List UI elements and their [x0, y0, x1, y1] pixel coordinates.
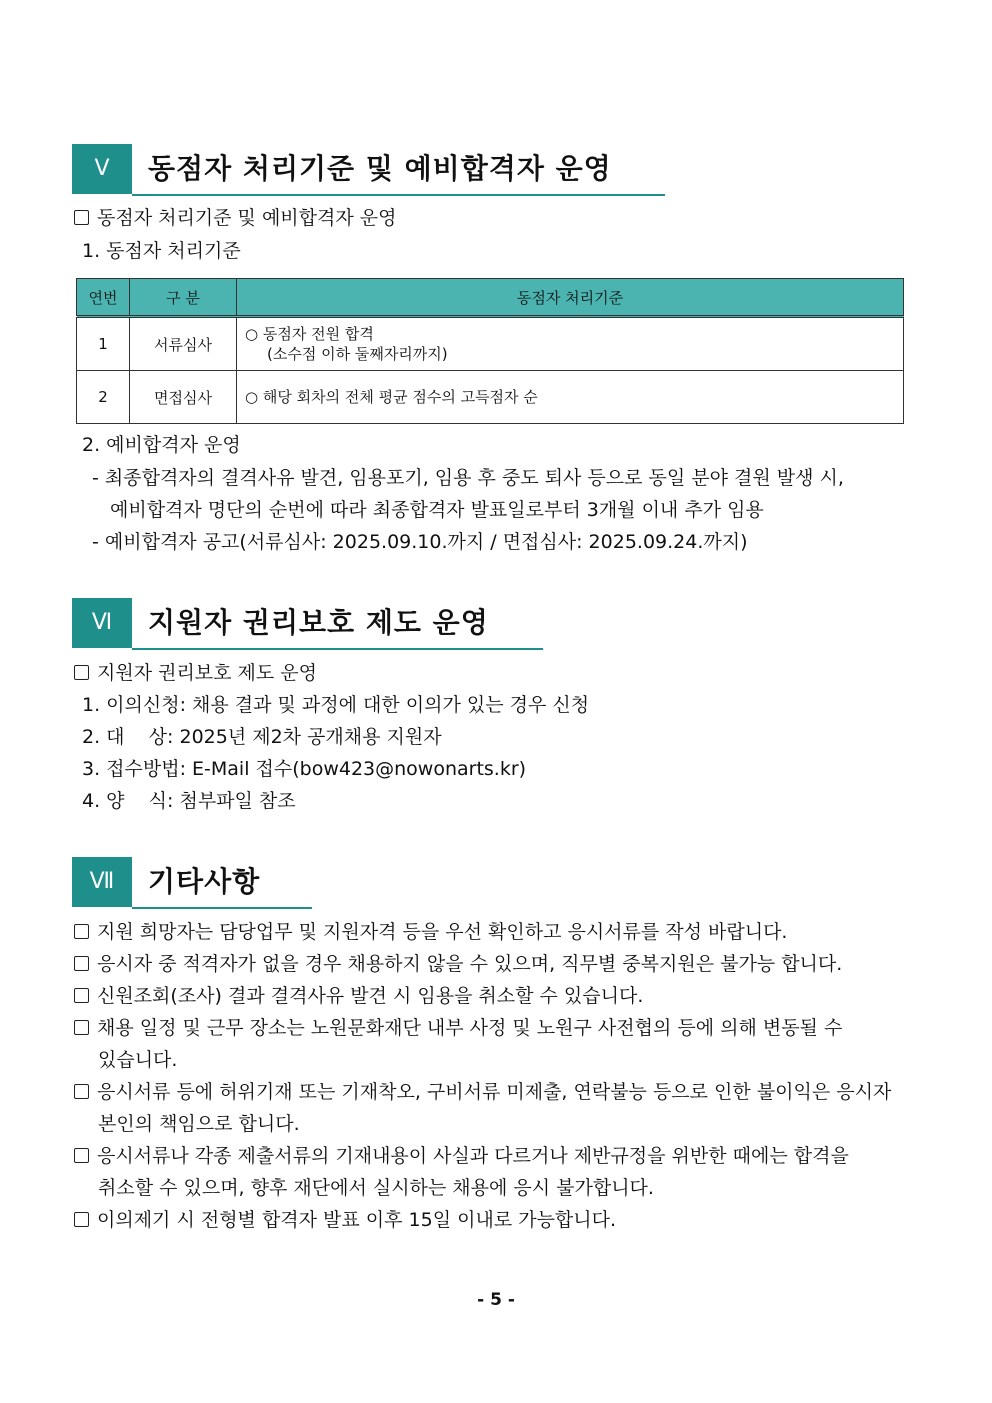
row-criteria-line2: (소수점 이하 둘째자리까지)	[267, 345, 448, 363]
table-row	[77, 371, 904, 424]
section-6-title: 지원자 권리보호 제도 운영	[148, 606, 489, 639]
checkbox-square-icon	[74, 1020, 89, 1035]
section-5-bullet: 동점자 처리기준 및 예비합격자 운영	[74, 205, 396, 231]
checkbox-square-icon	[74, 1212, 89, 1227]
checkbox-square-icon	[74, 1148, 89, 1163]
row-criteria	[237, 371, 904, 424]
section-5-title: 동점자 처리기준 및 예비합격자 운영	[148, 152, 612, 185]
section-5-number: Ⅴ	[72, 144, 132, 194]
notice-item-cont: 있습니다.	[98, 1049, 178, 1071]
header-criteria: 동점자 처리기준	[237, 279, 904, 317]
row-no: 1	[77, 317, 130, 371]
row-criteria	[237, 317, 904, 371]
header-type: 구 분	[130, 279, 237, 317]
section-5-detail-1a: - 최종합격자의 결격사유 발견, 임용포기, 임용 후 중도 퇴사 등으로 동일 분야 결원 발생 시,	[92, 467, 844, 489]
checkbox-square-icon	[74, 665, 89, 680]
section-6-item: 3. 접수방법: E-Mail 접수(bow423@nowonarts.kr)	[82, 758, 527, 780]
checkbox-square-icon	[74, 924, 89, 939]
section-6-underline	[132, 648, 543, 650]
section-6-item: 4. 양 식: 첨부파일 참조	[82, 790, 296, 812]
checkbox-square-icon	[74, 210, 89, 225]
section-6-bullet: 지원자 권리보호 제도 운영	[74, 660, 317, 686]
notice-item: 신원조회(조사) 결과 결격사유 발견 시 임용을 취소할 수 있습니다.	[74, 983, 643, 1009]
notice-item: 채용 일정 및 근무 장소는 노원문화재단 내부 사정 및 노원구 사전협의 등에 의해 변동될 수	[74, 1015, 842, 1041]
checkbox-square-icon	[74, 956, 89, 971]
notice-item-cont: 취소할 수 있으며, 향후 재단에서 실시하는 채용에 응시 불가합니다.	[98, 1177, 654, 1199]
notice-item: 응시서류나 각종 제출서류의 기재내용이 사실과 다르거나 제반규정을 위반한 때에는 합격을	[74, 1143, 849, 1169]
checkbox-square-icon	[74, 988, 89, 1003]
section-5-sub1: 1. 동점자 처리기준	[82, 240, 241, 262]
section-5-underline	[132, 194, 665, 196]
section-6-number: Ⅵ	[72, 598, 132, 648]
section-5-detail-1b: 예비합격자 명단의 순번에 따라 최종합격자 발표일로부터 3개월 이내 추가 임용	[110, 499, 764, 521]
section-5-sub2: 2. 예비합격자 운영	[82, 434, 241, 456]
section-6-item: 2. 대 상: 2025년 제2차 공개채용 지원자	[82, 726, 442, 748]
notice-item-cont: 본인의 책임으로 합니다.	[98, 1113, 300, 1135]
section-5-detail-2: - 예비합격자 공고(서류심사: 2025.09.10.까지 / 면접심사: 2025.09.24.까지)	[92, 531, 748, 553]
notice-item: 응시서류 등에 허위기재 또는 기재착오, 구비서류 미제출, 연락불능 등으로 인한 불이익은 응시자	[74, 1079, 891, 1105]
tie-criteria-table	[76, 278, 904, 424]
notice-item: 응시자 중 적격자가 없을 경우 채용하지 않을 수 있으며, 직무별 중복지원은 불가능 합니다.	[74, 951, 842, 977]
table-header-row	[77, 279, 904, 317]
page-number: - 5 -	[477, 1290, 515, 1310]
section-7-underline	[132, 907, 312, 909]
row-criteria-line1: ○ 해당 회차의 전체 평균 점수의 고득점자 순	[245, 388, 538, 406]
notice-item: 이의제기 시 전형별 합격자 발표 이후 15일 이내로 가능합니다.	[74, 1207, 616, 1233]
section-7-title: 기타사항	[148, 865, 261, 898]
row-no: 2	[77, 371, 130, 424]
row-criteria-line1: ○ 동점자 전원 합격	[245, 325, 374, 343]
section-6-item: 1. 이의신청: 채용 결과 및 과정에 대한 이의가 있는 경우 신청	[82, 694, 590, 716]
table-row	[77, 317, 904, 371]
header-no: 연번	[77, 279, 130, 317]
row-type: 면접심사	[130, 371, 237, 424]
notice-item: 지원 희망자는 담당업무 및 지원자격 등을 우선 확인하고 응시서류를 작성 바랍니다.	[74, 919, 787, 945]
checkbox-square-icon	[74, 1084, 89, 1099]
section-7-number: Ⅶ	[72, 857, 132, 907]
row-type: 서류심사	[130, 317, 237, 371]
